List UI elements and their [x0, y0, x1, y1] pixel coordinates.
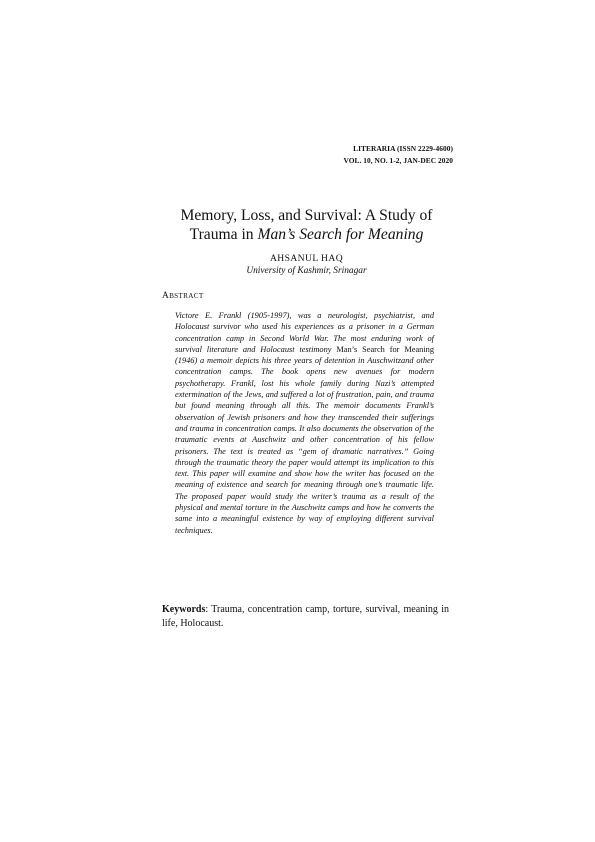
- abstract-text-part-2: (1946) a memoir depicts his three years of detention in Auschwitzand other concentration camps. The book opens new avenues for modern psychotherapy. Frankl, lost his whole family during Nazi’s attempted extermination of the Jews, and suffered a lot of frustration, pain, and trauma but found meaning through all this. The memoir documents Frankl’s observation of Jewish prisoners and how they transcended their sufferings and trauma in concentration camps. It also documents the observation of the traumatic events at Auschwitz and other concentration of his fellow prisoners. The text is treated as “gem of dramatic narratives.” Going through the traumatic theory the paper would attempt its implication to this text. This paper will examine and show how the writer has focused on the meaning of existence and search for meaning through one’s traumatic life. The proposed paper would study the writer’s trauma as a result of the physical and mental torture in the Auschwitz camps and how he converts the same into a meaningful existence by way of employing different survival techniques.: [175, 356, 434, 535]
- title-book-name: Man’s Search for Meaning: [257, 226, 424, 243]
- keywords: [162, 603, 449, 632]
- paper-title: [163, 206, 450, 244]
- title-line-2-prefix: Trauma in: [189, 226, 258, 243]
- journal-header: [343, 143, 453, 167]
- abstract-book-title: Man’s Search for Meaning: [336, 344, 434, 354]
- journal-volume: VOL. 10, NO. 1-2, JAN-DEC 2020: [343, 156, 453, 165]
- keywords-list: : Trauma, concentration camp, torture, survival, meaning in life, Holocaust.: [162, 604, 449, 630]
- title-line-1: Memory, Loss, and Survival: A Study of: [180, 207, 433, 224]
- abstract-text-part-1: Victore E. Frankl (1905-1997), was a neurologist, psychiatrist, and Holocaust survivor who used his experiences as a prisoner in a German concentration camp in Second World War. The most enduring work of survival literature and Holocaust testimony: [175, 311, 434, 354]
- abstract-heading-rest: BSTRACT: [169, 292, 204, 300]
- keywords-label: Keywords: [162, 604, 206, 615]
- abstract-heading: [162, 290, 204, 302]
- abstract-heading-initial: A: [162, 291, 170, 301]
- author-affiliation: University of Kashmir, Srinagar: [246, 266, 367, 276]
- abstract-body: [175, 310, 434, 536]
- journal-issn: LITERARIA (ISSN 2229-4600): [353, 144, 453, 153]
- author-name: AHSANUL HAQ: [269, 253, 344, 264]
